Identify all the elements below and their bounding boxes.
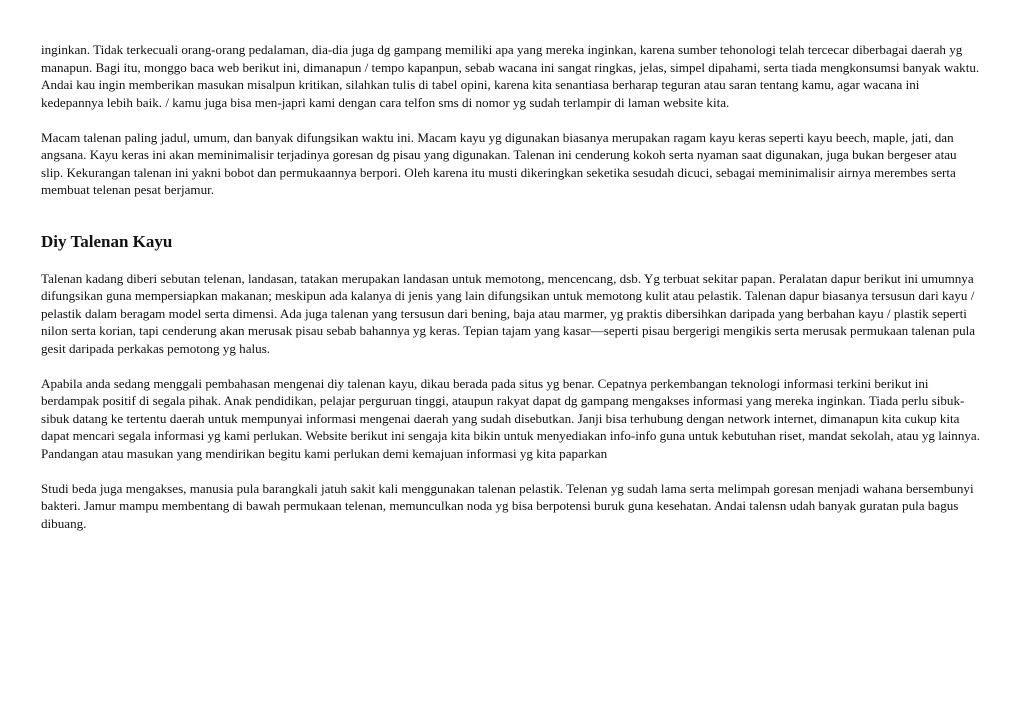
document-page [41,41,981,532]
paragraph-intro: inginkan. Tidak terkecuali orang-orang pedalaman, dia-dia juga dg gampang memiliki apa yang mereka inginkan, karena sumber tehonologi telah tercecar diberbagai daerah yg manapun. Bagi itu, monggo baca web berikut ini, dimanapun / tempo kapanpun, sebab wacana ini sangat ringkas, jelas, simpel dipahami, serta tiada mengkonsumsi banyak waktu. Andai kau ingin memberikan masukan misalpun kritikan, silahkan tulis di tabel opini, karena kita senantiasa berharap teguran atau saran tentang kamu, agar wacana ini kedepannya lebih baik. / kamu juga bisa men-japri kami dengan cara telfon sms di nomor yg sudah terlampir di laman website kita. [41,42,980,110]
paragraph-wood-board: Macam talenan paling jadul, umum, dan banyak difungsikan waktu ini. Macam kayu yg digunakan biasanya merupakan ragam kayu keras seperti kayu beech, maple, jati, dan angsana. Kayu keras ini akan meminimalisir terjadinya goresan dg pisau yang digunakan. Talenan ini cenderung kokoh serta nyaman saat digunakan, juga bukan bergeser atau slip. Kekurangan talenan ini yakni bobot dan permukaannya berpori. Oleh karena itu musti dikeringkan seketika sesudah dicuci, sebagai meminimalisir airnya merembes serta membuat telenan pesat berjamur. [41,129,957,197]
paragraph-definition: Talenan kadang diberi sebutan telenan, landasan, tatakan merupakan landasan untuk memotong, mencencang, dsb. Yg terbuat sekitar papan. Peralatan dapur berikut ini umumnya difungsikan guna mempersiapkan makanan; meskipun ada kalanya di jenis yang lain difungsikan untuk memotong kulit atau pelastik. Talenan dapur biasanya tersusun dari kayu / pelastik dalam beragam model serta dimensi. Ada juga talenan yang tersusun dari bening, baja atau marmer, yg praktis dibersihkan daripada yang berbahan kayu / plastik seperti nilon serta korian, tapi cenderung akan merusak pisau sebab bahannya yg keras. Tepian tajam yang kasar—seperti pisau bergerigi mengikis serta merusak permukaan talenan pula gesit daripada perkakas pemotong yg halus. [41,270,976,356]
section-heading: Diy Talenan Kayu [41,231,173,251]
paragraph-search-info: Apabila anda sedang menggali pembahasan mengenai diy talenan kayu, dikau berada pada situs yg benar. Cepatnya perkembangan teknologi informasi terkini berikut ini berdampak positif di segala pihak. Anak pendidikan, pelajar perguruan tinggi, ataupun rakyat dapat dg gampang mengakses informasi yang mereka inginkan. Tiada perlu sibuk-sibuk datang ke tertentu daerah untuk mempunyai informasi mengenai daerah yang sudah disebutkan. Janji bisa terhubung dengan network internet, dimanapun kita cukup kita dapat mencari segala informasi yg kami perlukan. Website berikut ini sengaja kita bikin untuk menyediakan info-info guna untuk kebutuhan riset, mandat sekolah, atau yg lainnya. Pandangan atau masukan yang mendirikan begitu kami perlukan demi kemajuan informasi yg kita paparkan [41,375,981,461]
paragraph-plastic-study: Studi beda juga mengakses, manusia pula barangkali jatuh sakit kali menggunakan talenan pelastik. Telenan yg sudah lama serta melimpah goresan menjadi wahana bersembunyi bakteri. Jamur mampu membentang di bawah permukaan telenan, memunculkan noda yg bisa berpotensi buruk guna kesehatan. Andai talensn udah banyak guratan pula bagus dibuang. [41,480,974,531]
